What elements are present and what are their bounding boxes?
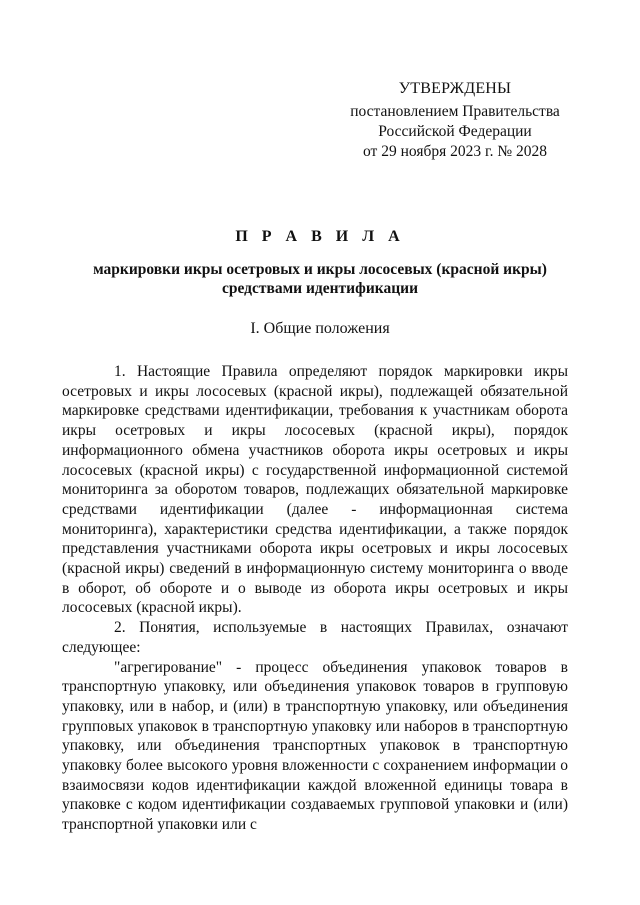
approval-line-2: Российской Федерации <box>378 123 532 140</box>
document-title: П Р А В И Л А <box>235 228 405 245</box>
paragraph-2: 2. Понятия, используемые в настоящих Правилах, означают следующее: <box>62 619 568 656</box>
paragraph-3: "агрегирование" - процесс объединения упаковок товаров в транспортную упаковку, или объединения упаковок товаров в групповую упаковку, или в набор, и (или) в транспортную упаковку, или объединения групповых упаковок в транспортную упаковку или наборов в транспортную упаковку, или объединения транспортных упаковок в транспортную упаковку более высокого уровня вложенности с сохранением информации о взаимосвязи кодов идентификации каждой вложенной единицы товара в упаковке с кодом идентификации создаваемых групповой упаковки и (или) транспортной упаковки или с <box>62 658 568 834</box>
document-title-block <box>60 228 580 298</box>
section-heading: I. Общие положения <box>250 320 390 337</box>
paragraph-1: 1. Настоящие Правила определяют порядок маркировки икры осетровых и икры лососевых (красной икры), подлежащей обязательной маркировке средствами идентификации, требования к участникам оборота икры осетровых и икры лососевых (красной икры), порядок информационного обмена участников оборота икры осетровых и икры лососевых (красной икры) с государственной информационной системой мониторинга за оборотом товаров, подлежащих обязательной маркировке средствами идентификации (далее - информационная система мониторинга), характеристики средства идентификации, а также порядок представления участниками оборота икры осетровых и икры лососевых (красной икры) сведений в информационную систему мониторинга о вводе в оборот, об обороте и о выводе из оборота икры осетровых и икры лососевых (красной икры). <box>62 363 568 617</box>
approval-line-3: от 29 ноября 2023 г. № 2028 <box>363 143 547 160</box>
document-subtitle: маркировки икры осетровых и икры лососевых (красной икры) средствами идентификации <box>93 261 547 297</box>
approval-stamp <box>345 79 565 162</box>
approval-heading: УТВЕРЖДЕНЫ <box>398 80 512 97</box>
approval-line-1: постановлением Правительства <box>350 103 560 120</box>
document-body <box>62 362 568 835</box>
